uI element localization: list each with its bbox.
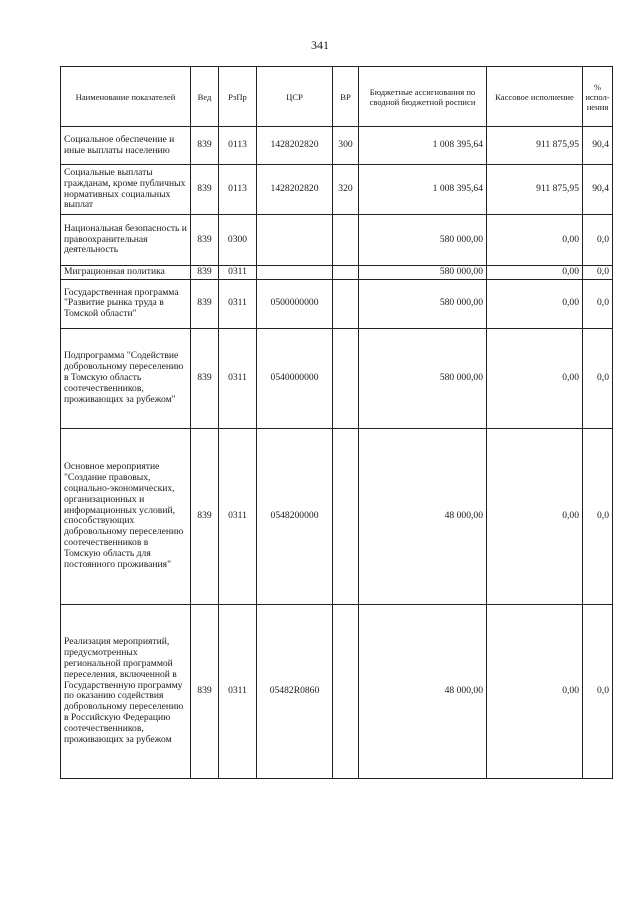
budget-table xyxy=(60,66,613,779)
row-vr xyxy=(333,328,359,428)
row-name: Социальные выплаты гражданам, кроме публичных нормативных социальных выплат xyxy=(61,165,191,215)
row-budget: 580 000,00 xyxy=(359,328,487,428)
row-budget: 48 000,00 xyxy=(359,428,487,604)
row-rzpr: 0113 xyxy=(219,165,257,215)
table-row xyxy=(61,127,613,165)
row-csr: 0548200000 xyxy=(257,428,333,604)
row-csr xyxy=(257,266,333,280)
row-ved: 839 xyxy=(191,266,219,280)
table-row xyxy=(61,428,613,604)
row-percent: 0,0 xyxy=(583,328,613,428)
row-percent: 0,0 xyxy=(583,428,613,604)
row-rzpr: 0311 xyxy=(219,328,257,428)
table-row xyxy=(61,165,613,215)
row-rzpr: 0311 xyxy=(219,266,257,280)
header-row xyxy=(61,67,613,127)
row-name: Реализация мероприятий, предусмотренных региональной программой переселения, включенной в Государственную программу по оказанию содействия добровольному переселению в Российскую Федерацию соотечественников, проживающих за рубежом xyxy=(61,604,191,778)
row-budget: 48 000,00 xyxy=(359,604,487,778)
table-row xyxy=(61,328,613,428)
row-ved: 839 xyxy=(191,604,219,778)
col-budget-header: Бюджетные ассигнования по сводной бюджетной росписи xyxy=(359,67,487,127)
col-vr-header: ВР xyxy=(333,67,359,127)
row-cash: 911 875,95 xyxy=(487,127,583,165)
row-rzpr: 0311 xyxy=(219,604,257,778)
col-ved-header: Вед xyxy=(191,67,219,127)
row-cash: 911 875,95 xyxy=(487,165,583,215)
row-ved: 839 xyxy=(191,165,219,215)
row-budget: 580 000,00 xyxy=(359,279,487,328)
row-cash: 0,00 xyxy=(487,279,583,328)
row-vr xyxy=(333,604,359,778)
row-percent: 0,0 xyxy=(583,604,613,778)
col-name-header: Наименование показателей xyxy=(61,67,191,127)
row-vr xyxy=(333,266,359,280)
row-rzpr: 0113 xyxy=(219,127,257,165)
row-budget: 580 000,00 xyxy=(359,266,487,280)
row-ved: 839 xyxy=(191,215,219,266)
row-vr: 300 xyxy=(333,127,359,165)
row-vr xyxy=(333,215,359,266)
row-csr: 1428202820 xyxy=(257,127,333,165)
row-percent: 0,0 xyxy=(583,215,613,266)
row-budget: 1 008 395,64 xyxy=(359,127,487,165)
page-number: 341 xyxy=(311,38,329,52)
row-name: Социальное обеспечение и иные выплаты населению xyxy=(61,127,191,165)
col-csr-header: ЦСР xyxy=(257,67,333,127)
table-row xyxy=(61,279,613,328)
row-cash: 0,00 xyxy=(487,328,583,428)
row-ved: 839 xyxy=(191,328,219,428)
row-vr xyxy=(333,428,359,604)
row-name: Подпрограмма "Содействие добровольному переселению в Томскую область соотечественников, проживающих за рубежом" xyxy=(61,328,191,428)
row-cash: 0,00 xyxy=(487,604,583,778)
row-vr: 320 xyxy=(333,165,359,215)
col-rzpr-header: РзПр xyxy=(219,67,257,127)
row-vr xyxy=(333,279,359,328)
row-budget: 580 000,00 xyxy=(359,215,487,266)
table-row xyxy=(61,266,613,280)
row-name: Государственная программа "Развитие рынка труда в Томской области" xyxy=(61,279,191,328)
row-cash: 0,00 xyxy=(487,215,583,266)
row-percent: 0,0 xyxy=(583,279,613,328)
row-name: Национальная безопасность и правоохранительная деятельность xyxy=(61,215,191,266)
row-ved: 839 xyxy=(191,428,219,604)
row-percent: 90,4 xyxy=(583,127,613,165)
row-csr: 0540000000 xyxy=(257,328,333,428)
row-csr: 05482R0860 xyxy=(257,604,333,778)
row-cash: 0,00 xyxy=(487,266,583,280)
row-rzpr: 0311 xyxy=(219,279,257,328)
row-cash: 0,00 xyxy=(487,428,583,604)
row-percent: 0,0 xyxy=(583,266,613,280)
row-name: Миграционная политика xyxy=(61,266,191,280)
row-ved: 839 xyxy=(191,279,219,328)
col-percent-header: % испол-нения xyxy=(583,67,613,127)
row-budget: 1 008 395,64 xyxy=(359,165,487,215)
col-cash-header: Кассовое исполнение xyxy=(487,67,583,127)
row-name: Основное мероприятие "Создание правовых, социально-экономических, организационных и информационных условий, способствующих добровольному переселению соотечественников в Томскую область для постоянного проживания" xyxy=(61,428,191,604)
row-csr: 0500000000 xyxy=(257,279,333,328)
row-rzpr: 0311 xyxy=(219,428,257,604)
row-ved: 839 xyxy=(191,127,219,165)
row-csr: 1428202820 xyxy=(257,165,333,215)
row-csr xyxy=(257,215,333,266)
table-row xyxy=(61,215,613,266)
row-percent: 90,4 xyxy=(583,165,613,215)
row-rzpr: 0300 xyxy=(219,215,257,266)
table-row xyxy=(61,604,613,778)
